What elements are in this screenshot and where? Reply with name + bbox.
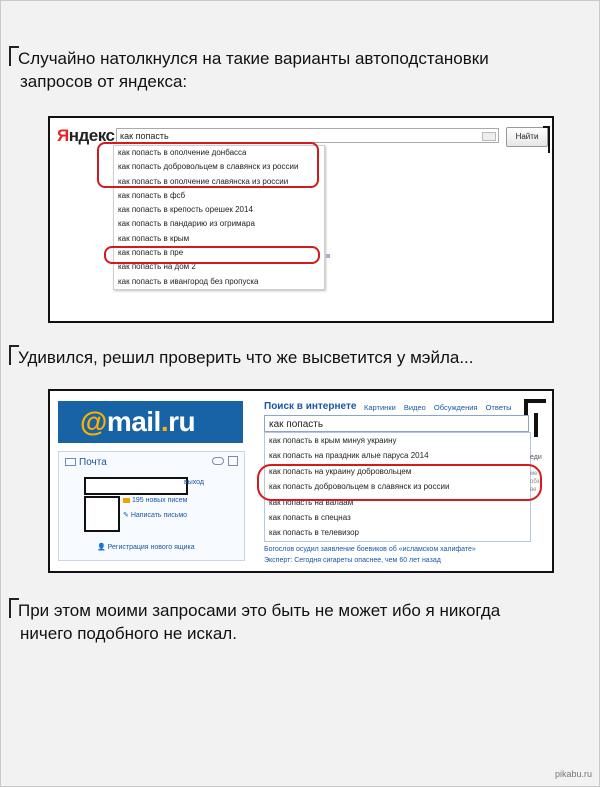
suggestion-item[interactable]: как попасть в ополчение донбасса	[118, 148, 247, 157]
exit-link[interactable]: выход	[184, 479, 204, 486]
mailbox-widget	[58, 451, 245, 561]
tab-discussions[interactable]: Обсуждения	[433, 403, 478, 412]
corner-mark	[543, 126, 550, 153]
suggestion-item[interactable]: как попасть в крепость орешек 2014	[118, 205, 253, 215]
tab-video[interactable]: Видео	[403, 403, 426, 412]
mailru-logo[interactable]: @mail.ru	[58, 401, 243, 443]
suggestion-item[interactable]: как попасть в спецназ	[269, 512, 351, 522]
caption-3-line-2: ничего подобного не искал.	[20, 624, 237, 643]
suggestion-item[interactable]: как попасть на украину добровольцем	[269, 466, 412, 476]
caption-1-line-2: запросов от яндекса:	[20, 72, 188, 91]
mailru-search-input[interactable]: как попасть	[264, 415, 529, 432]
yandex-search-input[interactable]: как попасть	[116, 128, 499, 143]
caption-1	[18, 47, 578, 93]
tab-answers[interactable]: Ответы	[485, 403, 512, 412]
write-letter-link[interactable]: ✎ Написать письмо	[123, 512, 188, 519]
highlight-oval-2	[104, 246, 320, 264]
register-link[interactable]: 👤 Регистрация нового ящика	[97, 544, 195, 551]
watermark: pikabu.ru	[554, 769, 592, 779]
mailru-screenshot	[48, 389, 554, 573]
keyboard-icon[interactable]	[482, 132, 496, 141]
yandex-find-button[interactable]: Найти	[506, 127, 548, 147]
suggestion-item[interactable]: как попасть в ополчение славянска из россии	[118, 176, 289, 186]
text-cursor	[534, 413, 538, 437]
letters-icon	[123, 498, 130, 503]
search-title[interactable]: Поиск в интернете	[264, 401, 357, 412]
suggestion-item[interactable]: как попасть добровольцем в славянск из россии	[269, 482, 450, 492]
suggestion-item[interactable]: как попасть на валаам	[269, 497, 354, 507]
caption-3	[18, 599, 578, 645]
news-link[interactable]: Богослов осудил заявление боевиков об «исламском халифате»	[264, 546, 476, 553]
right-column-fragment: еди	[530, 454, 542, 461]
yandex-logo[interactable]: Яндекс	[57, 126, 115, 145]
yandex-screenshot	[48, 116, 554, 323]
cursor-marker	[326, 254, 330, 258]
user-icon: 👤	[97, 544, 108, 551]
envelope-icon	[65, 458, 76, 466]
suggestion-item[interactable]: как попасть добровольцем в славянск из россии	[118, 162, 299, 172]
cloud-icon[interactable]	[212, 457, 224, 465]
suggestion-item[interactable]: как попасть на праздник алые паруса 2014	[269, 451, 429, 461]
caption-3-line-1: При этом моими запросами это быть не может ибо я никогда	[18, 601, 501, 620]
news-link[interactable]: Эксперт: Сегодня сигареты опаснее, чем 60 лет назад	[264, 557, 441, 564]
right-column-fragment: ме обз ве	[530, 471, 540, 493]
suggestion-item[interactable]: как попасть на дом 2	[118, 262, 196, 272]
calendar-icon[interactable]	[228, 456, 238, 466]
suggestion-item[interactable]: как попасть в фсб	[118, 190, 186, 200]
mailbox-title[interactable]: Почта	[65, 457, 107, 468]
suggestion-item[interactable]: как попасть в крым минуя украину	[269, 436, 397, 445]
caption-2	[18, 346, 578, 369]
search-tabs	[364, 403, 518, 412]
redacted-username	[84, 477, 188, 495]
highlight-oval-1	[97, 142, 319, 188]
redacted-avatar	[84, 496, 120, 532]
caption-1-line-1: Случайно натолкнулся на такие варианты автоподстановки	[18, 49, 489, 68]
pencil-icon: ✎	[123, 512, 131, 519]
caption-2-text: Удивился, решил проверить что же высветится у мэйла...	[18, 348, 474, 367]
suggestion-item[interactable]: как попасть в крым	[118, 233, 190, 243]
suggestion-item[interactable]: как попасть в ивангород без пропуска	[118, 276, 259, 286]
suggestion-item[interactable]: как попасть в телевизор	[269, 528, 360, 538]
tab-images[interactable]: Картинки	[364, 403, 396, 412]
suggestion-item[interactable]: как попасть в пандарию из огримара	[118, 219, 255, 229]
suggestion-item[interactable]: как попасть в пре	[118, 248, 184, 258]
highlight-oval-3	[257, 464, 542, 501]
new-letters-link[interactable]: 195 новых писем	[123, 497, 187, 504]
